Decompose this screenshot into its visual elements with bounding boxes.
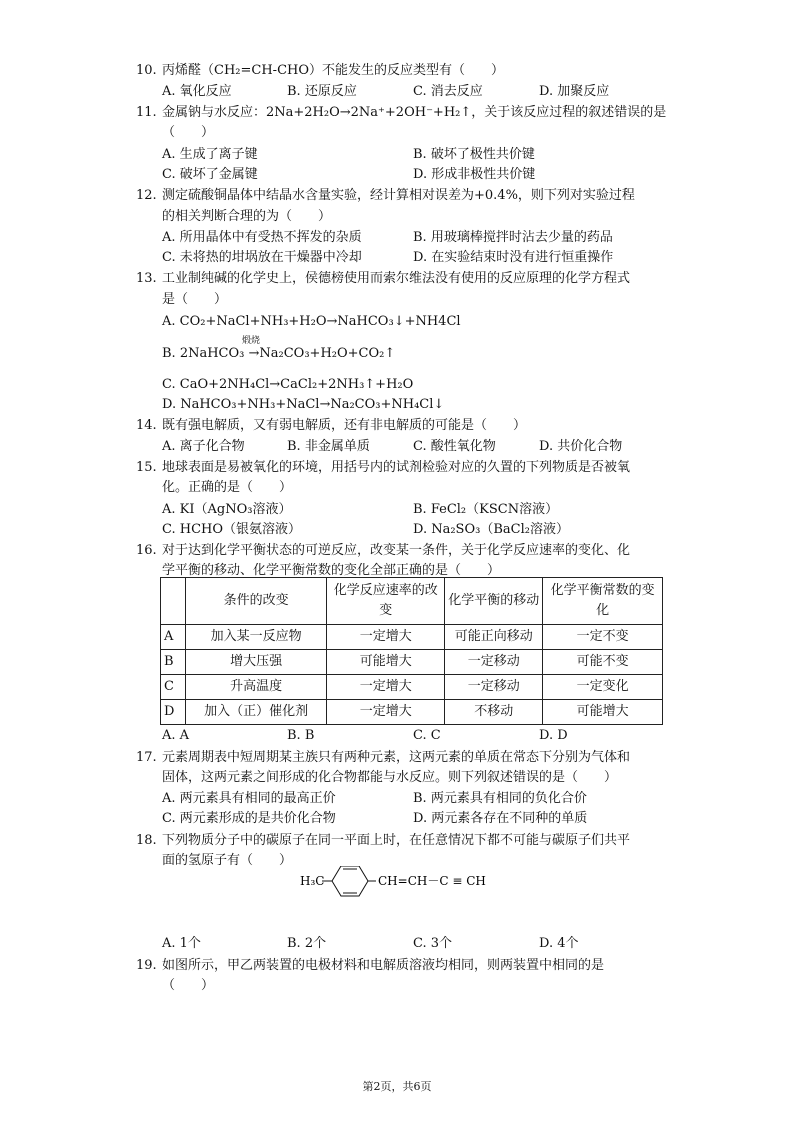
table-cell: 一定增大 [327,625,445,650]
table-cell: 不移动 [445,700,543,725]
option-a: A. CO₂+NaCl+NH₃+H₂O→NaHCO₃↓+NH4Cl [162,314,461,329]
option-a: A. KI（AgNO₃溶液） [162,502,292,517]
option-b: B. 用玻璃棒搅拌时沾去少量的药品 [413,230,613,245]
option-b: B. B [287,728,315,743]
table-header-row [161,578,663,625]
option-a: A. 1个 [162,936,201,951]
table-cell: 可能正向移动 [445,625,543,650]
option-c: C. 酸性氧化物 [413,439,496,454]
table-cell: 一定增大 [327,700,445,725]
option-b: B. 两元素具有相同的负化合价 [413,791,587,806]
question-number: 13. [136,271,157,286]
question-text: 地球表面是易被氧化的环境，用括号内的试剂检验对应的久置的下列物质是否被氧 [162,460,631,475]
option-c: C. C [413,728,441,743]
side-chain-label: CH=CH－C ≡ CH [378,874,486,888]
option-d: D. 4个 [539,936,579,951]
table-cell: 一定移动 [445,650,543,675]
option-a: A. 两元素具有相同的最高正价 [162,791,336,806]
condition-label: 煅烧 [242,336,261,346]
table-cell: B [161,650,186,675]
question-text-cont: 是（ ） [162,292,228,307]
option-a: A. 生成了离子键 [162,147,258,162]
option-c: C. 两元素形成的是共价化合物 [162,811,336,826]
option-c: C. 消去反应 [413,84,483,99]
table-cell: 一定变化 [543,675,663,700]
question-text-cont: 固体，这两元素之间形成的化合物都能与水反应。则下列叙述错误的是（ ） [162,770,618,785]
table-header-cell: 化学平衡的移动 [445,578,543,625]
table-cell: 增大压强 [185,650,326,675]
question-number: 10. [136,63,157,78]
table-cell: 一定不变 [543,625,663,650]
condition-table [160,577,663,725]
option-a: A. 所用晶体中有受热不挥发的杂质 [162,230,362,245]
question-number: 12. [136,188,157,203]
option-a: A. 离子化合物 [162,439,245,454]
option-a: A. A [162,728,190,743]
benzene-ring [332,866,368,896]
question-text-cont: 面的氢原子有（ ） [162,853,293,868]
table-row [161,625,663,650]
table-cell: 一定增大 [327,675,445,700]
option-c: C. 破坏了金属键 [162,167,258,182]
question-text: 工业制纯碱的化学史上，侯德榜使用而索尔维法没有使用的反应原理的化学方程式 [162,271,631,286]
table-cell: C [161,675,186,700]
question-text-cont: （ ） [162,978,215,993]
option-b: B. 还原反应 [287,84,357,99]
table-cell: 可能不变 [543,650,663,675]
table-cell: 加入（正）催化剂 [185,700,326,725]
question-number: 14. [136,418,157,433]
question-number: 19. [136,958,157,973]
molecular-structure [300,866,520,916]
question-number: 15. [136,460,157,475]
table-row [161,700,663,725]
question-text: 金属钠与水反应：2Na+2H₂O→2Na⁺+2OH⁻+H₂↑，关于该反应过程的叙述错误的是 [162,105,667,120]
option-d: D. 两元素各存在不同种的单质 [413,811,588,826]
question-number: 18. [136,833,157,848]
option-c: C. 未将热的坩埚放在干燥器中冷却 [162,250,362,265]
table-header-cell: 化学反应速率的改变 [327,578,445,625]
question-text: 对于达到化学平衡状态的可逆反应，改变某一条件，关于化学反应速率的变化、化 [162,543,631,558]
page-footer: 第2页，共6页 [362,1080,432,1093]
option-b: B. 非金属单质 [287,439,370,454]
option-d: D. 加聚反应 [539,84,610,99]
question-number: 17. [136,750,157,765]
option-d: D. 形成非极性共价键 [413,167,536,182]
question-text-cont: 学平衡的移动、化学平衡常数的变化全部正确的是（ ） [162,563,501,578]
option-d: D. 在实验结束时没有进行恒重操作 [413,250,614,265]
table-cell: 可能增大 [327,650,445,675]
option-d: D. Na₂SO₃（BaCl₂溶液） [413,522,569,537]
question-number: 16. [136,543,157,558]
option-d: D. NaHCO₃+NH₃+NaCl→Na₂CO₃+NH₄Cl↓ [162,397,445,412]
option-d: D. 共价化合物 [539,439,623,454]
table-cell: 升高温度 [185,675,326,700]
question-text: 下列物质分子中的碳原子在同一平面上时，在任意情况下都不可能与碳原子们共平 [162,833,631,848]
table-cell: 加入某一反应物 [185,625,326,650]
table-header-cell: 化学平衡常数的变化 [543,578,663,625]
option-b: B. 2NaHCO₃ →Na₂CO₃+H₂O+CO₂↑ [162,346,396,361]
table-row [161,675,663,700]
table-cell: A [161,625,186,650]
option-b: B. 破坏了极性共价键 [413,147,535,162]
option-b: B. FeCl₂（KSCN溶液） [413,502,559,517]
table-header-cell: 条件的改变 [185,578,326,625]
question-text-cont: （ ） [162,125,215,140]
option-c: C. CaO+2NH₄Cl→CaCl₂+2NH₃↑+H₂O [162,377,414,392]
option-a: A. 氧化反应 [162,84,232,99]
option-c: C. HCHO（银氨溶液） [162,522,302,537]
table-header-cell [161,578,186,625]
table-cell: 可能增大 [543,700,663,725]
question-text: 如图所示，甲乙两装置的电极材料和电解质溶液均相同，则两装置中相同的是 [162,958,605,973]
option-d: D. D [539,728,568,743]
question-text: 测定硫酸铜晶体中结晶水含量实验，经计算相对误差为+0.4%，则下列对实验过程 [162,188,635,203]
table-cell: D [161,700,186,725]
option-c: C. 3个 [413,936,453,951]
question-text: 元素周期表中短周期某主族只有两种元素，这两元素的单质在常态下分别为气体和 [162,750,631,765]
question-number: 11. [136,105,157,120]
option-b: B. 2个 [287,936,327,951]
question-text: 既有强电解质，又有弱电解质，还有非电解质的可能是（ ） [162,418,527,433]
question-text: 丙烯醛（CH₂=CH-CHO）不能发生的反应类型有（ ） [162,63,505,78]
table-row [161,650,663,675]
question-text-cont: 化。正确的是（ ） [162,480,293,495]
table-cell: 一定移动 [445,675,543,700]
question-text-cont: 的相关判断合理的为（ ） [162,209,332,224]
methyl-group-label: H₃C [300,874,325,888]
